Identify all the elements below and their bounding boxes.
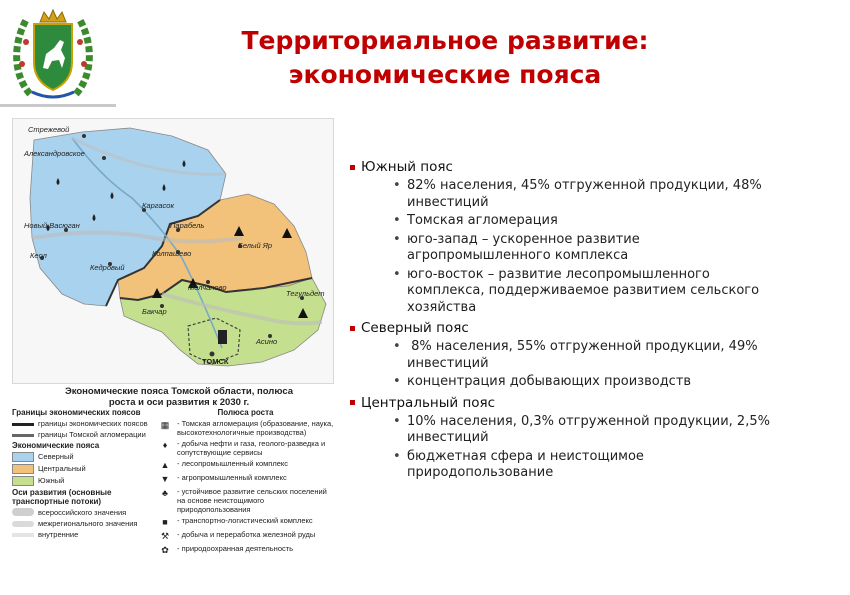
axis-internal-swatch — [12, 533, 34, 537]
list-item-text: 82% населения, 45% отгруженной продукции, 48% инвестиций — [407, 178, 762, 210]
square-bullet-icon — [350, 400, 355, 405]
header-divider — [0, 104, 116, 107]
forest-icon: ♣ — [162, 488, 168, 498]
north-swatch — [12, 452, 34, 462]
legend-item — [12, 508, 152, 517]
section-title — [350, 319, 840, 337]
legend-label: Центральный — [38, 464, 86, 473]
legend-label: - добыча нефти и газа, геолого-разведка и сопутствующие сервисы — [177, 439, 326, 457]
city-label: Асино — [256, 337, 278, 346]
legend-item — [12, 452, 152, 462]
legend-label: Южный — [38, 476, 65, 485]
city-label: Белый Яр — [238, 241, 273, 250]
bullet-icon: • — [393, 448, 401, 464]
legend-label: - Томская агломерация (образование, наука, высокотехнологичные производства) — [177, 419, 334, 437]
legend-label: - лесопромышленный комплекс — [177, 459, 289, 468]
legend-item — [157, 487, 334, 514]
legend-label: - добыча и переработка железной руды — [177, 530, 316, 539]
page-title-line2: экономические пояса — [288, 60, 602, 89]
square-bullet-icon — [350, 165, 355, 170]
legend-axes-title: Оси развития (основные транспортные потоки) — [12, 488, 112, 506]
legend-label: границы Томской агломерации — [38, 430, 146, 439]
bullet-icon: • — [393, 413, 401, 429]
bullet-icon: • — [393, 231, 401, 247]
map-caption: Экономические пояса Томской области, полюса роста и оси развития к 2030 г. — [64, 386, 294, 408]
legend-right-column — [157, 408, 334, 558]
list-item-text: юго-запад – ускоренное развитие агропромышленного комплекса — [407, 231, 640, 263]
map-panel — [12, 118, 334, 582]
legend-label: - транспортно-логистический комплекс — [177, 516, 313, 525]
list-item — [393, 374, 840, 391]
tree-icon: ▲ — [160, 460, 170, 470]
list-item-text: юго-восток – развитие лесопромышленного комплекса, поддерживаемое развитием сельского хозяйства — [407, 266, 760, 315]
city-label: Кеол — [30, 251, 47, 260]
list-item — [393, 414, 840, 447]
legend-label: границы экономических поясов — [38, 419, 148, 428]
coat-of-arms-logo — [10, 6, 96, 102]
section-title-text: Южный пояс — [361, 159, 453, 175]
oil-drop-icon: ♦ — [162, 440, 168, 450]
bullet-icon: • — [393, 213, 401, 228]
mining-icon: ⚒ — [160, 531, 170, 541]
list-item — [393, 213, 840, 230]
agglomeration-icon — [218, 330, 227, 344]
legend-item — [157, 439, 334, 457]
belt-border-swatch — [12, 423, 34, 426]
legend-item — [157, 473, 334, 485]
section-south — [350, 158, 840, 316]
list-item — [393, 339, 840, 372]
square-bullet-icon — [350, 326, 355, 331]
section-north — [350, 319, 840, 391]
list-item-text: Томская агломерация — [407, 213, 558, 228]
section-title — [350, 394, 840, 412]
cow-icon: ▼ — [160, 474, 170, 484]
legend-label: внутренние — [38, 530, 79, 539]
city-label: Каргасок — [142, 201, 175, 210]
city-label: Стрежевой — [28, 125, 70, 134]
legend-label: - природоохранная деятельность — [177, 544, 294, 553]
city-label: Александровское — [24, 149, 85, 158]
section-title-text: Северный пояс — [361, 320, 469, 336]
legend-item — [12, 464, 152, 474]
legend-item — [157, 459, 334, 471]
list-item — [393, 449, 840, 482]
legend-item — [12, 519, 152, 528]
legend-item — [157, 516, 334, 528]
legend-belts-title: Экономические пояса — [12, 441, 100, 450]
page-title — [180, 24, 710, 92]
bullet-icon: • — [393, 266, 401, 282]
city-label: Бакчар — [142, 307, 167, 316]
legend-item — [12, 419, 152, 428]
bullet-icon: • — [393, 178, 401, 193]
legend-item — [157, 530, 334, 542]
legend-label: всероссийского значения — [38, 508, 127, 517]
belts-description — [350, 158, 840, 485]
list-item-text: бюджетная сфера и неистощимое природопользование — [407, 448, 644, 480]
legend-item — [12, 476, 152, 486]
list-item-text: концентрация добывающих производств — [407, 374, 692, 389]
legend-borders-title: Границы экономических поясов — [12, 408, 141, 417]
truck-icon: ■ — [162, 517, 168, 527]
agglomeration-border-swatch — [12, 434, 34, 437]
page-title-line1: Территориальное развитие: — [241, 26, 649, 55]
city-label: Парабель — [170, 221, 205, 230]
legend-label: - агропромышленный комплекс — [177, 473, 287, 482]
legend-label: - устойчивое развитие сельских поселений на основе неистощимого природопользования — [177, 487, 327, 514]
legend-poles-title: Полюса роста — [217, 408, 274, 417]
region-map — [12, 118, 334, 384]
central-swatch — [12, 464, 34, 474]
axis-interregional-swatch — [12, 521, 34, 527]
list-item — [393, 178, 840, 211]
legend-item — [12, 430, 152, 439]
axis-federal-swatch — [12, 508, 34, 516]
city-label: Колпашево — [152, 249, 192, 258]
legend-item — [157, 419, 334, 437]
bullet-icon: • — [393, 339, 401, 354]
list-item — [393, 267, 840, 317]
city-label: ТОМСК — [202, 357, 229, 366]
building-icon: ▦ — [160, 420, 170, 430]
city-label: Молчаново — [188, 283, 227, 292]
nature-icon: ✿ — [161, 545, 169, 555]
legend-item — [157, 544, 334, 556]
legend-left-column — [12, 408, 152, 541]
list-item — [393, 232, 840, 265]
legend-label: Северный — [38, 452, 74, 461]
city-label: Кедровый — [90, 263, 125, 272]
section-title — [350, 158, 840, 176]
bullet-icon: • — [393, 374, 401, 389]
list-item-text: 10% населения, 0,3% отгруженной продукции, 2,5% инвестиций — [407, 413, 770, 445]
list-item-text: 8% населения, 55% отгруженной продукции, 49% инвестиций — [407, 339, 762, 371]
legend-item — [12, 530, 152, 539]
legend-label: межрегионального значения — [38, 519, 138, 528]
city-label: Новый Васюган — [24, 221, 80, 230]
city-label: Тегульдет — [286, 289, 325, 298]
map-legend — [12, 408, 334, 582]
section-central — [350, 394, 840, 482]
section-title-text: Центральный пояс — [361, 394, 496, 411]
south-swatch — [12, 476, 34, 486]
